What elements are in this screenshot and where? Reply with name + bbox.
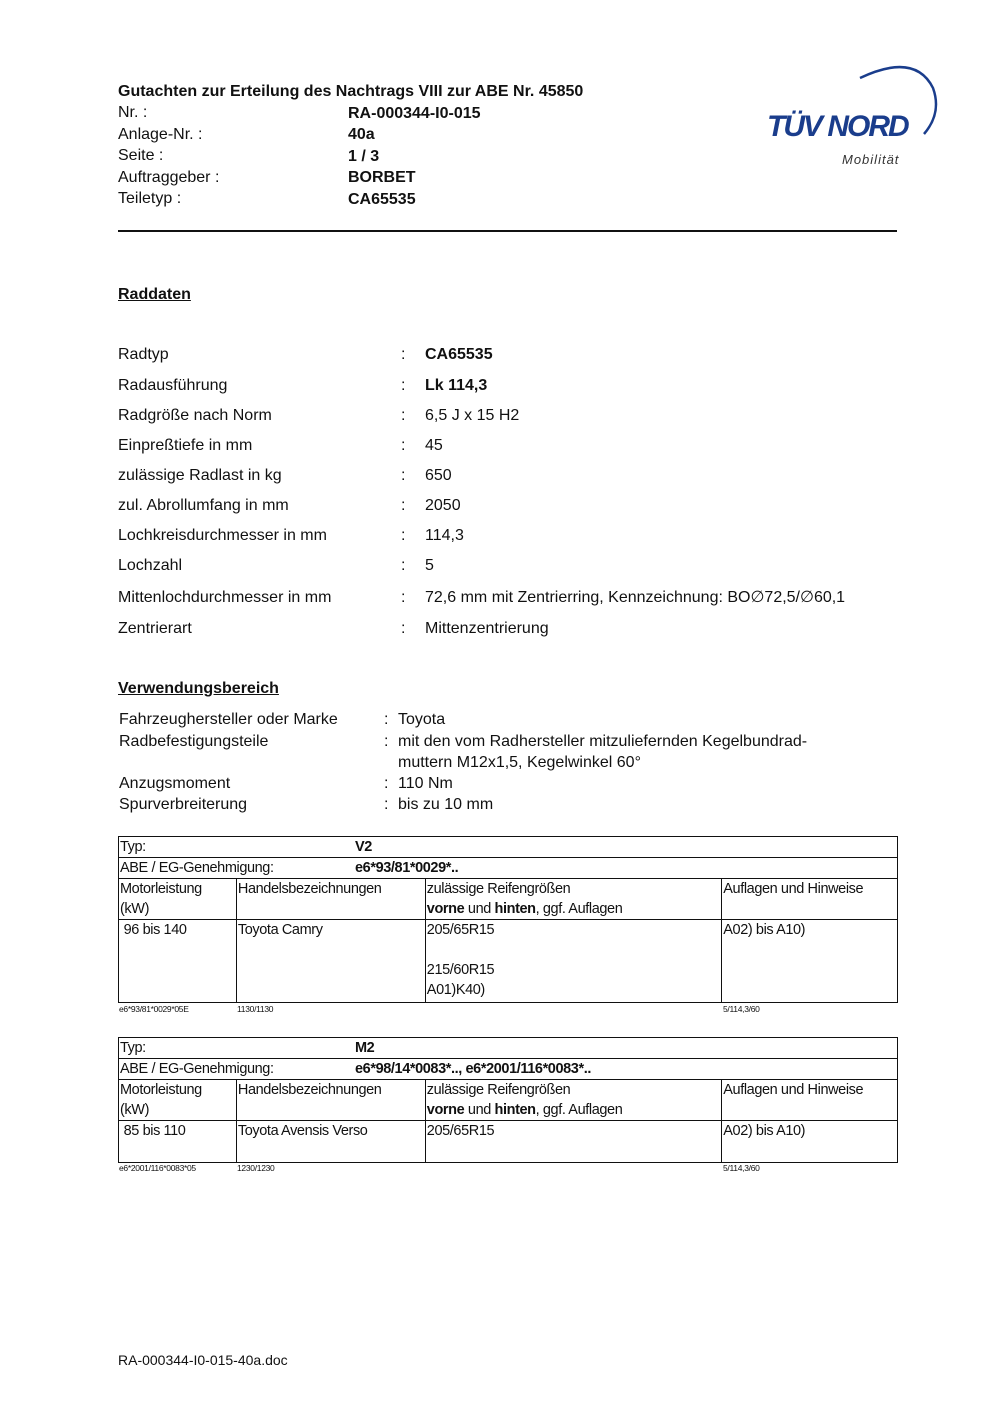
- verwendung-label: Spurverbreiterung: [119, 796, 248, 813]
- header-label-teiletyp: Teiletyp :: [118, 190, 182, 207]
- table-footnote-c: 5/114,3/60: [723, 1004, 760, 1014]
- colon: :: [401, 467, 406, 484]
- verwendung-value-cont: muttern M12x1,5, Kegelwinkel 60°: [398, 754, 641, 771]
- typ-label: Typ:: [120, 839, 146, 855]
- typ-row: [119, 837, 898, 858]
- col-label-unit: (kW): [120, 901, 149, 917]
- raddaten-value: 45: [425, 437, 443, 454]
- raddaten-label: Lochzahl: [118, 557, 183, 574]
- col-label: Motorleistung: [120, 881, 202, 897]
- table-header-row: [119, 879, 898, 920]
- table-footnote-b: 1230/1230: [237, 1163, 275, 1173]
- table-footnote-b: 1130/1130: [237, 1004, 274, 1014]
- tyre-size: 215/60R15: [426, 962, 495, 978]
- cell-kw: 85 bis 110: [119, 1121, 237, 1163]
- col-label-rest: , ggf. Auflagen: [535, 1102, 623, 1118]
- raddaten-value: 5: [425, 557, 434, 574]
- raddaten-label: Mittenlochdurchmesser in mm: [118, 589, 332, 606]
- typ-cell: [119, 1038, 898, 1059]
- table-header-row: [119, 1080, 898, 1121]
- header-label-anlage: Anlage-Nr. :: [118, 126, 203, 143]
- raddaten-label: Radtyp: [118, 346, 169, 363]
- header-label-auftraggeber: Auftraggeber :: [118, 169, 220, 186]
- raddaten-label: Zentrierart: [118, 620, 192, 637]
- colon: :: [401, 620, 406, 637]
- col-label-rest: , ggf. Auflagen: [535, 901, 623, 917]
- raddaten-value: 6,5 J x 15 H2: [425, 407, 520, 424]
- cell-tyres: [425, 920, 721, 1003]
- raddaten-value: 650: [425, 467, 452, 484]
- table-row: [119, 1121, 898, 1163]
- header-value-anlage: 40a: [348, 126, 375, 143]
- table-row: [119, 920, 898, 1003]
- raddaten-label: zul. Abrollumfang in mm: [118, 497, 289, 514]
- raddaten-value: 72,6 mm mit Zentrierring, Kennzeichnung: BO∅72,5/∅60,1: [425, 589, 846, 606]
- cell-name: Toyota Camry: [236, 920, 425, 1003]
- colon: :: [384, 711, 389, 728]
- col-label-bold: vorne: [426, 901, 465, 917]
- header-divider: [118, 230, 897, 232]
- raddaten-value: CA65535: [425, 346, 493, 363]
- col-label-bold: hinten: [494, 1102, 536, 1118]
- verwendung-value: mit den vom Radhersteller mitzuliefernden Kegelbundrad-: [398, 733, 808, 750]
- raddaten-label: Lochkreisdurchmesser in mm: [118, 527, 327, 544]
- col-label: Motorleistung: [120, 1082, 202, 1098]
- abe-row: [119, 1059, 898, 1080]
- abe-value: e6*98/14*0083*.., e6*2001/116*0083*..: [355, 1061, 591, 1077]
- col-label-bold: vorne: [426, 1102, 465, 1118]
- verwendung-title: Verwendungsbereich: [118, 680, 279, 697]
- table-footnote-a: e6*2001/116*0083*05: [119, 1163, 196, 1173]
- abe-value: e6*93/81*0029*..: [355, 860, 459, 876]
- verwendung-value: bis zu 10 mm: [398, 796, 494, 813]
- cell-tyres: 205/65R15: [425, 1121, 721, 1163]
- colon: :: [401, 407, 406, 424]
- raddaten-value: Lk 114,3: [425, 377, 488, 394]
- raddaten-label: Radausführung: [118, 377, 228, 394]
- verwendung-value: Toyota: [398, 711, 446, 728]
- header-motorleistung: [119, 879, 237, 920]
- header-handelsbezeichnungen: Handelsbezeichnungen: [236, 879, 425, 920]
- typ-cell: [119, 837, 898, 858]
- raddaten-label: Einpreßtiefe in mm: [118, 437, 253, 454]
- cell-name: Toyota Avensis Verso: [236, 1121, 425, 1163]
- col-label-mid: und: [464, 1102, 495, 1118]
- logo-subtitle: Mobilität: [842, 152, 900, 167]
- typ-row: [119, 1038, 898, 1059]
- colon: :: [384, 733, 389, 750]
- header-auflagen: Auflagen und Hinweise: [722, 1080, 898, 1121]
- colon: :: [401, 497, 406, 514]
- raddaten-value: 2050: [425, 497, 461, 514]
- col-label-bold: hinten: [494, 901, 536, 917]
- typ-value: V2: [355, 839, 372, 855]
- logo-brand: TÜV NORD: [767, 110, 908, 143]
- raddaten-value: Mittenzentrierung: [425, 620, 549, 637]
- verwendung-label: Anzugsmoment: [119, 775, 231, 792]
- table-footnote-a: e6*93/81*0029*05E: [119, 1004, 189, 1014]
- abe-cell: [119, 858, 898, 879]
- header-motorleistung: [119, 1080, 237, 1121]
- col-label: zulässige Reifengrößen: [426, 1082, 571, 1098]
- colon: :: [401, 377, 406, 394]
- typ-label: Typ:: [120, 1040, 146, 1056]
- abe-label: ABE / EG-Genehmigung:: [120, 860, 274, 876]
- vehicle-table-v2: [118, 836, 898, 1003]
- colon: :: [401, 346, 406, 363]
- col-label-mid: und: [464, 901, 495, 917]
- colon: :: [401, 589, 406, 606]
- header-value-teiletyp: CA65535: [348, 191, 416, 208]
- colon: :: [384, 796, 389, 813]
- raddaten-title: Raddaten: [118, 286, 191, 303]
- raddaten-label: zulässige Radlast in kg: [118, 467, 282, 484]
- footer-filename: RA-000344-I0-015-40a.doc: [118, 1352, 288, 1368]
- vehicle-table-m2: [118, 1037, 898, 1163]
- raddaten-label: Radgröße nach Norm: [118, 407, 272, 424]
- header-auflagen: Auflagen und Hinweise: [722, 879, 898, 920]
- verwendung-label: Radbefestigungsteile: [119, 733, 269, 750]
- header-reifengroessen: [425, 1080, 721, 1121]
- colon: :: [384, 775, 389, 792]
- cell-notes: A02) bis A10): [722, 920, 898, 1003]
- colon: :: [401, 527, 406, 544]
- header-handelsbezeichnungen: Handelsbezeichnungen: [236, 1080, 425, 1121]
- header-label-nr: Nr. :: [118, 104, 148, 121]
- header-value-seite: 1 / 3: [348, 148, 380, 165]
- verwendung-label: Fahrzeughersteller oder Marke: [119, 711, 338, 728]
- table-footnote-c: 5/114,3/60: [723, 1163, 760, 1173]
- header-label-seite: Seite :: [118, 147, 164, 164]
- colon: :: [401, 557, 406, 574]
- typ-value: M2: [355, 1040, 375, 1056]
- abe-cell: [119, 1059, 898, 1080]
- document-title: Gutachten zur Erteilung des Nachtrags VIII zur ABE Nr. 45850: [118, 83, 584, 100]
- verwendung-value: 110 Nm: [398, 775, 453, 792]
- header-reifengroessen: [425, 879, 721, 920]
- header-value-auftraggeber: BORBET: [348, 169, 416, 186]
- colon: :: [401, 437, 406, 454]
- tyre-size: 205/65R15: [426, 922, 495, 938]
- tyre-notes: A01)K40): [426, 982, 485, 998]
- abe-row: [119, 858, 898, 879]
- cell-notes: A02) bis A10): [722, 1121, 898, 1163]
- raddaten-value: 114,3: [425, 527, 464, 544]
- header-value-nr: RA-000344-I0-015: [348, 105, 481, 122]
- cell-kw: 96 bis 140: [119, 920, 237, 1003]
- col-label: zulässige Reifengrößen: [426, 881, 571, 897]
- col-label-unit: (kW): [120, 1102, 149, 1118]
- abe-label: ABE / EG-Genehmigung:: [120, 1061, 274, 1077]
